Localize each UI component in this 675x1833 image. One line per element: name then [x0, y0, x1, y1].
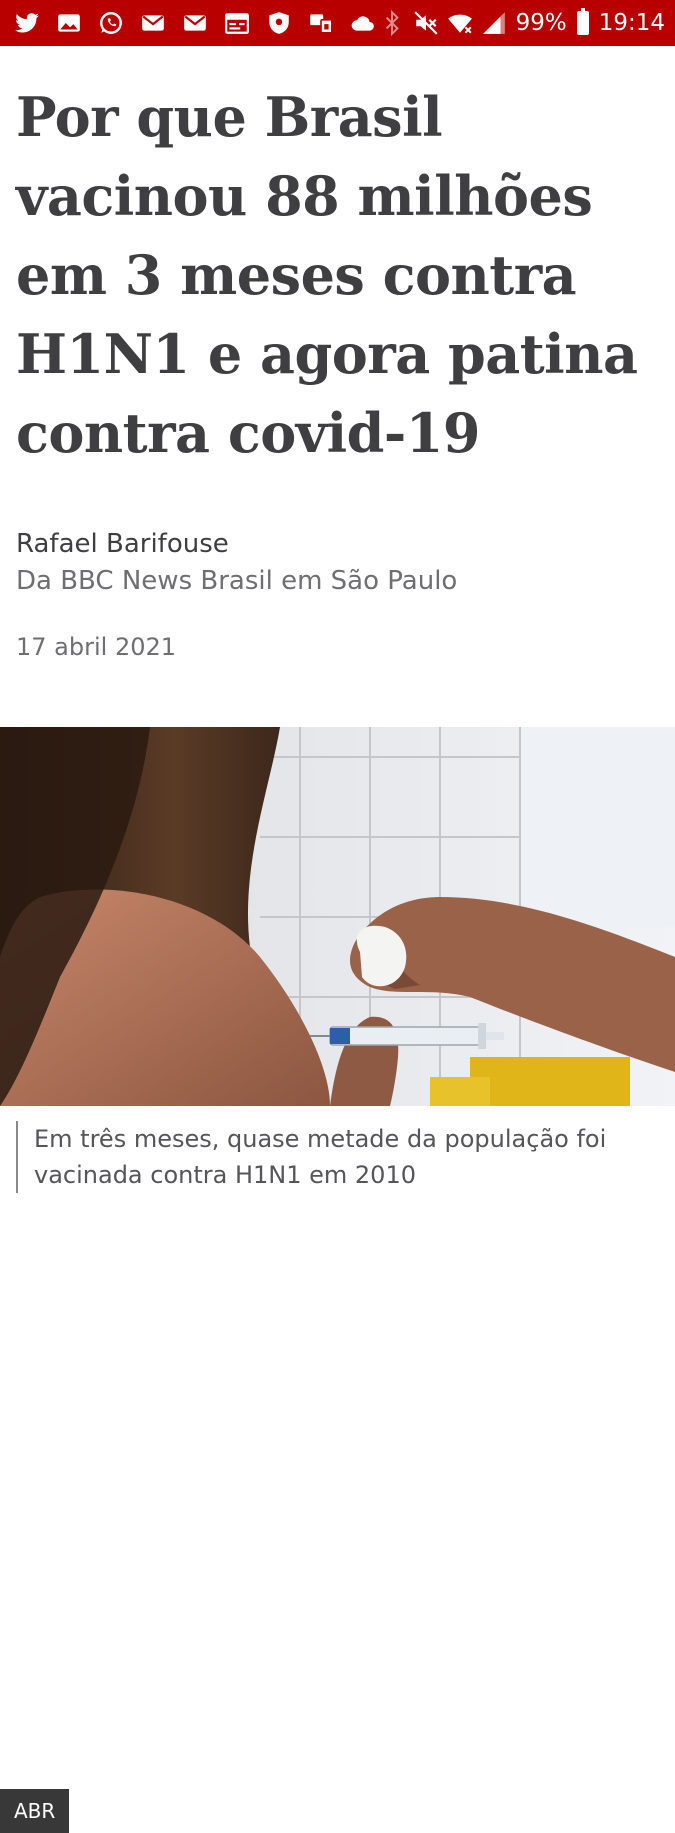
- wifi-icon: [448, 8, 472, 38]
- publication-date: 17 abril 2021: [16, 633, 177, 661]
- battery-icon: [577, 11, 589, 35]
- author-organization: Da BBC News Brasil em São Paulo: [16, 566, 458, 596]
- twitter-icon: [12, 8, 42, 38]
- author-name[interactable]: Rafael Barifouse: [16, 529, 229, 559]
- sim-icon: [306, 8, 336, 38]
- signal-icon: [482, 8, 506, 38]
- mail-icon: [180, 8, 210, 38]
- bluetooth-icon: [380, 8, 404, 38]
- battery-percentage: 99%: [515, 10, 567, 36]
- status-bar: [0, 0, 675, 46]
- cloud-icon: [348, 8, 378, 38]
- notification-icons: [12, 8, 378, 38]
- clock: 19:14: [598, 10, 665, 36]
- system-icons: [380, 8, 665, 38]
- shield-icon: [264, 8, 294, 38]
- mute-icon: [414, 8, 438, 38]
- gallery-icon: [54, 8, 84, 38]
- image-caption: Em três meses, quase metade da população foi vacinada contra H1N1 em 2010: [16, 1121, 664, 1193]
- mail-icon: [138, 8, 168, 38]
- calendar-icon: [222, 8, 252, 38]
- whatsapp-icon: [96, 8, 126, 38]
- article-headline: Por que Brasil vacinou 88 milhões em 3 meses contra H1N1 e agora patina contra covid-19: [16, 85, 638, 465]
- image-credit: ABR: [0, 1789, 69, 1833]
